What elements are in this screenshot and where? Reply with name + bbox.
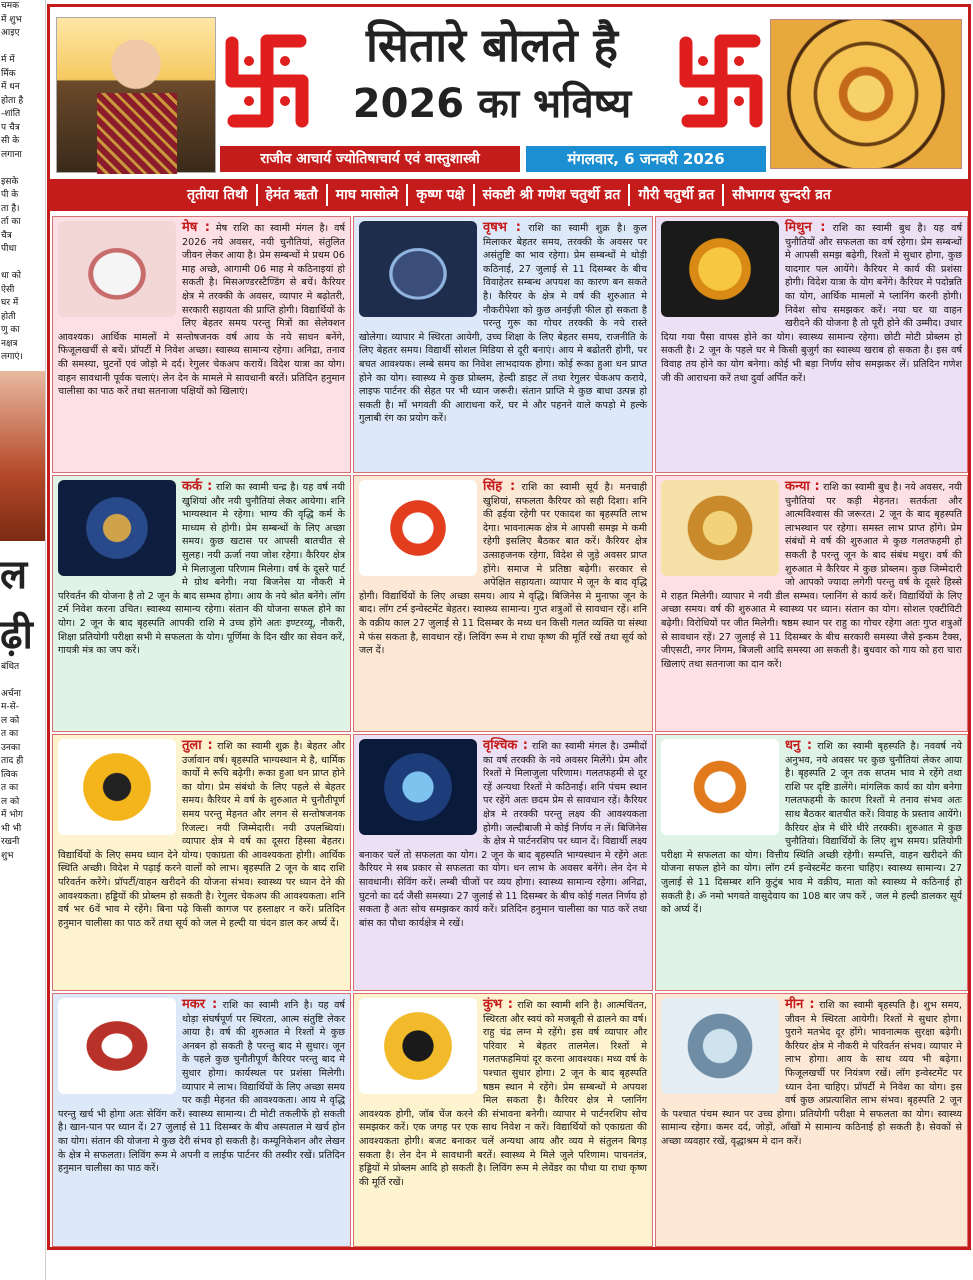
rashi-kumbh xyxy=(353,993,653,1247)
adjacent-text-line: घर में xyxy=(1,298,19,308)
panchang-item: तृतीया तिथौ xyxy=(179,184,257,206)
rashi-text: राशि का स्वामी शुक्र है। कुल मिलाकर बेहतर समय, तरक्की के अवसर पर असंतुष्टि का भाव रहेगा। प्रेम सम्बन्धों मे थोड़ी कठिनाई, 27 जुलाई से 11 दिसम्बर के बीच विवाहेतर सम्बन्ध अपयश का कारण बन सकते है। कैरियर के क्षेत्र मे वर्ष की शुरुआत मे नौकरीपेशा को कुछ अनईज़ी फील हो सकता है परन्तु गुरू का गोचर तरक्की के नये रास्ते खोलेगा। व्यापार मे स्थिरता आयेगी, उच्च शिक्षा के लिए बेहतर समय, राजनीति के लिए बेहतर समय। विद्यार्थी सोशल मिडिया से दूरी बनाएं। आय मे बढोतरी होगी, पर बचत आवश्यक। लम्बे समय का निवेश लाभदायक होगा। कोई रूका हुआ धन प्राप्त होने का योग। स्वास्थ्य मे कुछ प्रोब्लम, हेल्दी डाइट लें तथा रेगुलर चेकअप कराये, लाइफ पार्टनर की सेहत पर भी ध्यान जरूरी। संतान प्राप्ति मे कुछ बाधा उत्पन्न हो सकती है। माँ भगवती की आराधना करें, घर मे और पहनने वाले कपड़ो मे हल्के गुलाबी रंग का प्रयोग करें। xyxy=(359,223,647,425)
rashi-vrishchik xyxy=(353,734,653,991)
byline: राजीव आचार्य ज्योतिषाचार्य एवं वास्तुशास्त्री xyxy=(220,146,520,172)
rashi-name: वृश्चिक : xyxy=(483,738,528,753)
swastik-icon xyxy=(222,21,312,141)
adjacent-text-line: धा को xyxy=(1,271,21,281)
adjacent-text-line: रखनी xyxy=(1,837,20,847)
panchang-item: गौरी चतुर्थी व्रत xyxy=(630,184,724,206)
pisces-icon xyxy=(661,998,779,1094)
rashi-vrishabh xyxy=(353,216,653,473)
adjacent-text-line: ता है। xyxy=(1,203,20,214)
rashi-text: राशि का स्वामी मंगल है। उम्मीदों का वर्ष तरक्की के नये अवसर मिलेंगे। प्रेम और रिश्तों मे मिलाजुला परिणाम। गलतफहमी से दूर रहें अन्यथा रिश्तों मे कठिनाई। शनि पंचम स्थान पर रहेंगे अतः छदम प्रेम से सावधान रहें। कैरियर क्षेत्र मे तरक्की परन्तु लक्ष्य की आवश्यकता होगी। जल्दीबाजी मे कोई निर्णय न लें। बिजिनेस के क्षेत्र मे पार्टनरशिप पर ध्यान दें। विद्यार्थी लक्ष्य बनाकर चलें तो सफलता का योग। 2 जून के बाद बृहस्पति भाग्यस्थान मे रहेंगे अतः कैरियर मे सब प्रकार से सफलता का योग। धन लाभ के अवसर बनेंगे। लेन देन मे सावधानी। सेविंग करें। लम्बी चीजों पर व्यय होगा। स्वास्थ्य सामान्य रहेगा। अनिद्रा, घुटनो का दर्द जैसी समस्या। 27 जुलाई से 11 दिसम्बर के बीच कोई गलत निर्णय हो सकता है अतः सोच समझकर कार्य करें। प्रतिदिन हनुमान चालीसा का पाठ करें तथा बांस का पौधा कार्यक्षेत्र मे रखें। xyxy=(359,741,647,929)
adjacent-text-line: ल को xyxy=(1,796,20,807)
adjacent-text-line: ल को xyxy=(1,715,20,726)
scorpio-icon xyxy=(359,739,477,835)
title-line-1: सितारे बोलते है xyxy=(365,18,618,72)
rashi-kanya xyxy=(655,475,968,732)
adjacent-text-line: पीधा xyxy=(1,244,17,254)
panchang-strip xyxy=(50,179,968,211)
adjacent-text-line: ऐसी xyxy=(1,284,15,295)
adjacent-text-line: इसके xyxy=(1,176,19,187)
rashi-singh xyxy=(353,475,653,732)
aries-icon xyxy=(58,221,176,317)
adjacent-text-line: ल xyxy=(0,551,28,598)
adjacent-text-line: ताद ही xyxy=(1,756,24,766)
adjacent-text-line: त का xyxy=(1,729,19,739)
adjacent-text-line: होता है xyxy=(1,95,24,106)
rashi-name: सिंह : xyxy=(483,479,516,494)
adjacent-text-line: उनका xyxy=(1,742,21,753)
rashi-text: राशि का स्वामी बुध है। नये अवसर, नयी चुनौतियां पर कड़ी मेहनत। सतर्कता और आत्मविश्वास की जरूरत। 2 जून के बाद बृहस्पति लाभस्थान पर रहेगा। समस्त लाभ प्राप्त होंगे। प्रेम संबंधों मे वर्ष की शुरुआत मे कुछ गलतफहमी हो सकती है परन्तु जून के बाद संबंध मधुर। वर्ष की शुरुआत मे कैरियर मे कुछ प्रोब्लम। कुछ जिम्मेदारी जो आपको ज्यादा लगेगी परन्तु वर्ष के दूसरे हिस्से मे राहत मिलेगी। व्यापार मे नयी डील सम्भव। प्लानिंग से कार्य करें। विद्यार्थियों के लिए अच्छा समय। वर्ष की शुरुआत मे स्वास्थ्य पर ध्यान। संतान का योग। सोशल एक्टीविटी बढ़ेगी। विरोधियों पर जीत मिलेगी। षष्ठम स्थान पर राहु का गोचर रहेगा अतः गुप्त शत्रुओं से सावधान रहें। 27 जुलाई से 11 दिसम्बर के बीच सरकारी समस्या जैसे इन्कम टैक्स, जीएसटी, नगर निगम, बिजली आदि समस्या आ सकती है। बुधवार को गाय को हरा चारा खिलाएं तथा सतनाजा का दान करें। xyxy=(661,482,962,670)
rashi-text: राशि का स्वामी शनि है। यह वर्ष थोड़ा संघर्षपूर्ण पर स्थिरता, आत्म संतुष्टि लेकर आया है। वर्ष की शुरुआत मे रिश्तों मे कुछ अनबन हो सकती है परन्तु बाद मे सुधार। जून के पहले कुछ चुनौतीपूर्ण कैरियर परन्तु बाद मे सुधार होगा। कार्यस्थल पर प्रशंसा मिलेगी। व्यापार मे लाभ। विद्यार्थियों के लिए अच्छा समय पर कड़ी मेहनत की आवश्यकता। आय मे वृद्धि परन्तु खर्च भी होगा अतः सेविंग करें। स्वास्थ्य सामान्य। टी मोटी तकलीफें हो सकती है। खान-पान पर ध्यान दें। 27 जुलाई से 11 दिसम्बर के बीच अस्पताल मे खर्च होन का योग। संतान की योजना मे कुछ देरी संभव हो सकती है। कम्यूनिकेशन और लेखन के क्षेत्र मे सफलता। लिविंग रूम मे अपनी व लाईफ पार्टनर की तस्वीर रखें। प्रतिदिन हनुमान चालीसा का पाठ करें। xyxy=(58,1000,345,1175)
adjacent-text-line: णु का xyxy=(1,325,20,335)
adjacent-text-line: र्ता का xyxy=(1,217,21,227)
panchang-item: माघ मासोत्मे xyxy=(328,184,409,206)
cancer-icon xyxy=(58,480,176,576)
rashi-tula xyxy=(52,734,351,991)
horoscope-page xyxy=(47,4,971,1250)
astrologer-photo xyxy=(56,17,216,173)
capricorn-icon xyxy=(58,998,176,1094)
adjacent-text-line: म-से- xyxy=(1,702,19,712)
rashi-name: मकर : xyxy=(182,997,218,1012)
date-banner: मंगलवार, 6 जनवरी 2026 xyxy=(526,146,766,172)
adjacent-text-line: लगाना xyxy=(1,149,22,160)
rashi-text: राशि का स्वामी शुक्र है। बेहतर और उर्जावान वर्ष। बृहस्पति भाग्यस्थान मे है, धार्मिक कार्यो मे रूचि बढ़ेगी। रूका हुआ धन प्राप्त होने का योग। प्रेम संबंधो के लिए पहले से बेहतर समय। कैरियर मे वर्ष के शुरुआत मे चुनौतीपूर्ण समय परन्तु मेहनत और लगन से सन्तोषजनक रिजल्ट। नयी जिम्मेदारी। नयी उपलब्धियां। व्यापार क्षेत्र मे वर्ष का दूसरा हिस्सा बेहतर। विद्यार्थियों के लिए समय ध्यान देने योग्य। एकाग्रता की आवश्यकता होगी। आर्थिक स्थिति अच्छी। विदेश मे पढ़ाई करने वालों को लाभ। बृहस्पति 2 जून के बाद राशि परिवर्तन करेंगे। प्रॉपर्टी/वाहन खरीदने की योजना संभव। स्वास्थ्य पर ध्यान देने की आवश्यकता। हड्डियों की प्रोब्लम हो सकती है। रेगुलर चेकअप की आवश्यकता। शनि वर्ष भर 6वें भाव मे रहेंगे। बिना पढ़े किसी कागज पर हस्ताक्षर न करें। प्रतिदिन हनुमान चालीसा का पाठ करें तथा सूर्य को जल मे हल्दी या चंदन डाल कर अर्घ्य दें। xyxy=(58,741,345,929)
adjacent-text-line: में शुभ xyxy=(1,14,22,25)
rashi-name: वृषभ : xyxy=(483,220,521,235)
rashi-name: कन्या : xyxy=(785,479,820,494)
rashi-mithun xyxy=(655,216,968,473)
panchang-item: संकष्टी श्री गणेश चतुर्थी व्रत xyxy=(475,184,631,206)
rashi-text: राशि का स्वामी बुध है। यह वर्ष चुनौतियों और सफलता का वर्ष रहेगा। प्रेम सम्बन्धों मे आपसी समझ बढ़ेगी, रिश्तों मे सुधार होगा, कुछ यादगार पल आयेंगे। कैरियर मे कार्य की प्रशंसा होगी। विदेश यात्रा के योग बनेंगे। कैरियर मे पदोन्नति का योग, आर्थिक मामलों मे प्लानिंग करनी होगी। निवेश सोच समझकर करें। नया घर या वाहन खरीदने की योजना है तो पूरी होने की उम्मीद। उधार दिया गया पैसा वापस होने का योग। स्वास्थ्य सामान्य रहेगा। छोटी मोटी प्रोब्लम हो सकती है। 2 जून के पहले घर मे किसी बुजुर्ग का स्वास्थ्य खराब हो सकता है। इस वर्ष विवाह तय होने का योग बनेगा। कोई भी बड़ा निर्णय सोच समझकर लें। प्रतिदिन गणेश जी की आराधना करें तथा दुर्वा अर्पित करें। xyxy=(661,223,962,384)
gemini-icon xyxy=(661,221,779,317)
rashi-name: तुला : xyxy=(182,738,213,753)
adjacent-photo xyxy=(0,371,46,541)
rashi-text: राशि का स्वामी बृहस्पति है। शुभ समय, जीवन मे स्थिरता आयेगी। रिश्तों मे सुधार होगा। पुराने मतभेद दूर होंगे। भावनात्मक सुरक्षा बढ़ेगी। कैरियर क्षेत्र मे नौकरी मे परिवर्तन संभव। व्यापार मे लाभ होगा। आय के साथ व्यय भी बढ़ेगा। फिजूलखर्ची पर नियंत्रण रखें। लॉग इन्वेस्टमेंट पर ध्यान देना चाहिए। प्रॉपर्टी मे निवेश का योग। इस वर्ष कुछ अप्रत्याशित लाभ संभव। बृहस्पति 2 जून के पश्चात पंचम स्थान पर उच्च होगा। प्रतियोगी परीक्षा मे सफलता का योग। स्वास्थ्य सामान्य रहेगा। कमर दर्द, जोड़ों, आँखों मे सामान्य कठिनाई हो सकती है। सेवकों से अच्छा व्यवहार रखें, वृद्धाश्रम मे दान करें। xyxy=(661,1000,962,1147)
adjacent-text-line: र्मिक xyxy=(1,68,16,79)
adjacent-text-line: प चैत्र xyxy=(1,122,20,133)
rashi-name: धनु : xyxy=(785,738,813,753)
rashi-text: राशि का स्वामी शनि है। आत्मचिंतन, स्थिरता और स्वयं को मजबूती से ढालने का वर्ष। राहु चंद्र लग्न मे रहेंगे। इस वर्ष व्यापार और परिवार मे बेहतर तालमेल। रिश्तों मे गलतफहमियां दूर करना आवश्यक। मध्य वर्ष के पश्चात सुधार होगा। 2 जून के बाद बृहस्पति षष्ठम स्थान मे रहेंगे। प्रेम सम्बन्धों मे अपयश मिल सकता है। कैरियर क्षेत्र मे प्लानिंग आवश्यक होगी, जॉब चेंज करने की संभावना बनेगी। व्यापार मे पार्टनरशिप सोच समझकर करें। एक जगह पर एक साथ निवेश न करें। विद्यार्थियों को एकाग्रता की आवश्यकता होगी। बजट बनाकर चलें अन्यथा आय और व्यय मे संतुलन बिगड़ सकता है। लेन देन मे सावधानी बरतें। स्वास्थ्य मे मिले जुले परिणाम। पाचनतंत्र, हड्डियों मे प्रोब्लम आदि हो सकती है। लिविंग रूम मे लेवेंडर का पौधा या राधा कृष्ण की मूर्ति रखें। xyxy=(359,1000,647,1188)
panchang-item: कृष्ण पक्षे xyxy=(408,184,474,206)
panchang-item: सौभागय सुन्दरी व्रत xyxy=(732,187,831,203)
adjacent-column-strip xyxy=(0,0,46,1280)
virgo-icon xyxy=(661,480,779,576)
adjacent-text-line: ढ़ी xyxy=(0,611,33,658)
adjacent-text-line: भी भी xyxy=(1,823,22,834)
adjacent-text-line: त का xyxy=(1,783,19,793)
rashi-text: मेष राशि का स्वामी मंगल है। वर्ष 2026 नये अवसर, नयी चुनौतियां, संतुलित जीवन लेकर आया है। प्रेम सम्बन्धों मे प्रथम 06 माह अच्छे, आगामी 06 माह मे कठिनाइयां हो सकती है। मिसअण्डरस्टैण्डिंग से बचें। कैरियर क्षेत्र मे तरक्की के अवसर, व्यापार मे बढ़ोतरी, सरकारी सहायता की प्राप्ति होगी। विद्यार्थियों के लिए बेहतर समय परन्तु मित्रों का सेलेक्शन आवश्यक। आर्थिक मामलों मे सन्तोषजनक वर्ष आय के नये साधन बनेंगे, फिजूलखर्ची से बचें। प्रॉपर्टी मे निवेश अच्छा। स्वास्थ्य सामान्य रहेगा। अनिद्रा, तनाव की समस्या, घुटनों एवं जोड़ो मे दर्द। रेगुलर चेकअप करायें। विदेश यात्रा का योग। वाहन सावधानी पूर्वक चलाएं। लेन देन के मामले मे सावधानी बरतें। प्रतिदिन हनुमान चालीसा का पाठ करें तथा सतनाजा पक्षियों को खिलाएं। xyxy=(58,223,346,398)
rashi-meen xyxy=(655,993,968,1247)
adjacent-text-line: सी के xyxy=(1,136,20,146)
rashi-text: राशि का स्वामी सूर्य है। मनचाही खुशियां, सफलता कैरियर को सही दिशा। शनि की ढ़ईया रहेगी पर एकादश का बृहस्पति लाभ देगा। भावनात्मक क्षेत्र मे आपसी समझ मे कमी रहेगी इसलिए बैठकर बात करें। कैरियर क्षेत्र उत्साहजनक रहेगा, विदेश से जुड़े अवसर प्राप्त होंगे। समाज मे प्रतिष्ठा बढ़ेगी। सरकार से अपेक्षित सहायता। व्यापार मे जून के बाद वृद्धि होगी। विद्यार्थियों के लिए अच्छा समय। आय मे वृद्धि। बिजिनेस मे मुनाफा जून के बाद। लॉग टर्म इन्वेस्टमेंट बेहतर। स्वास्थ्य सामान्य। गुप्त शत्रुओं से सावधान रहें। शनि के वक्रीय काल 27 जुलाई से 11 दिसम्बर के मध्य धन किसी गलत व्यक्ति या संस्था मे फंस सकता है, सावधान रहें। लिविंग रूम मे राधा कृष्ण की मूर्ति रखें तथा सूर्य को जल दें। xyxy=(359,482,647,657)
adjacent-text-line: आइए xyxy=(1,28,20,38)
swastik-icon xyxy=(676,21,766,141)
adjacent-text-line: होती xyxy=(1,311,16,322)
adjacent-text-line: पी के xyxy=(1,190,19,200)
rashi-mesh xyxy=(52,216,351,473)
adjacent-text-line: बंधित xyxy=(1,661,20,672)
rashi-name: मेष : xyxy=(182,220,210,235)
rashi-makar xyxy=(52,993,351,1247)
leo-icon xyxy=(359,480,477,576)
zodiac-wheel-image xyxy=(770,19,962,169)
rashi-text: राशि का स्वामी बृहस्पति है। नववर्ष नये अनुभव, नये अवसर पर कुछ चुनौतियां लेकर आया है। बृहस्पति 2 जून तक सप्तम भाव मे रहेंगे तथा राशि पर दृष्टि डालेंगे। मांगलिक कार्य का योग बनेगा गलतफहमी के कारण रिश्तों मे तनाव संभव अतः साथ बैठकर बातचीत करें। विवाह के प्रस्ताव आयेंगे। कैरियर क्षेत्र मे धीरे धीरे तरक्की। शुरुआत मे कुछ चुनौतियां। विद्यार्थियों के लिए शुभ समय। प्रतियोगी परीक्षा मे सफलता का योग। वित्तीय स्थिति अच्छी रहेगी। सम्पत्ति, वाहन खरीदने की योजना सफल होने का योग। लॉग टर्म इन्वेस्टमेंट करना चाहिए। स्वास्थ्य सामान्य। 27 जुलाई से 11 दिसम्बर शनि कुटुंब भाव मे वक्रीय, माता को स्वास्थ्य मे कठिनाई हो सकती है। ॐ नमो भगवते वासुदेवाय का 108 बार जप करें , जल मे हल्दी डालकर सूर्य को अर्घ्य दें। xyxy=(661,741,962,916)
taurus-icon xyxy=(359,221,477,317)
adjacent-text-line: लगाएं। xyxy=(1,352,23,362)
rashi-name: कुंभ : xyxy=(483,997,513,1012)
adjacent-text-line: चमक xyxy=(1,1,20,11)
adjacent-text-line: चैत्र xyxy=(1,230,12,241)
adjacent-text-line: -शांति xyxy=(1,109,21,119)
adjacent-text-line xyxy=(0,41,45,55)
rashi-name: मीन : xyxy=(785,997,815,1012)
adjacent-text-line: नक्षत्र xyxy=(1,338,18,349)
adjacent-text-line: में भोग xyxy=(1,810,23,820)
adjacent-text-line xyxy=(0,257,45,271)
adjacent-text-line: अर्चना xyxy=(1,688,21,699)
aquarius-icon xyxy=(359,998,477,1094)
rashi-text: राशि का स्वामी चन्द्र है। यह वर्ष नयी खुशियां और नयी चुनौतियां लेकर आयेगा। शनि भाग्यस्थान मे रहेगा। भाग्य की वृद्धि कर्म के माध्यम से होगी। प्रेम सम्बन्धों के लिए अच्छा समय। कुछ खटास पर आपसी बातचीत से सुलह। नयी ऊर्जा नया जोश रहेगा। कैरियर क्षेत्र मे मिलाजुला परिणाम मिलेगा। वर्ष के दूसरे पार्ट मे ग्रोथ बनेगी। नया बिजनेस या नौकरी मे परिवर्तन की योजना है तो 2 जून के बाद सम्भव होगा। आय के नये श्रोत बनेंगे। लॉग टर्म निवेश करना उचित। स्वास्थ्य सामान्य रहेगा। संतान की योजना सफल होने का योग। 2 जून के बाद बृहस्पति आपकी राशि मे उच्च होंगे अतः इण्टरव्यू, नौकरी, शिक्षा प्रतियोगी परीक्षा सभी मे सफलता के योग। पूर्णिमा के दिन खीर का सेवन करें, गायत्री मंत्र का जप करें। xyxy=(58,482,345,657)
adjacent-text-line: र्म में xyxy=(1,55,15,65)
adjacent-text-line xyxy=(0,162,45,176)
rashi-dhanu xyxy=(655,734,968,991)
rashi-name: मिथुन : xyxy=(785,220,826,235)
adjacent-text-line: त्विक xyxy=(1,769,18,780)
rashi-kark xyxy=(52,475,351,732)
rashi-name: कर्क : xyxy=(182,479,213,494)
adjacent-text-line: शुभ xyxy=(1,850,14,861)
adjacent-text-line: में धन xyxy=(1,82,20,92)
libra-icon xyxy=(58,739,176,835)
header xyxy=(50,7,968,179)
sagittarius-icon xyxy=(661,739,779,835)
panchang-item: हेमंत ऋतौ xyxy=(258,184,328,206)
adjacent-text-line xyxy=(0,674,45,688)
title-line-2: 2026 का भविष्य xyxy=(352,81,632,127)
